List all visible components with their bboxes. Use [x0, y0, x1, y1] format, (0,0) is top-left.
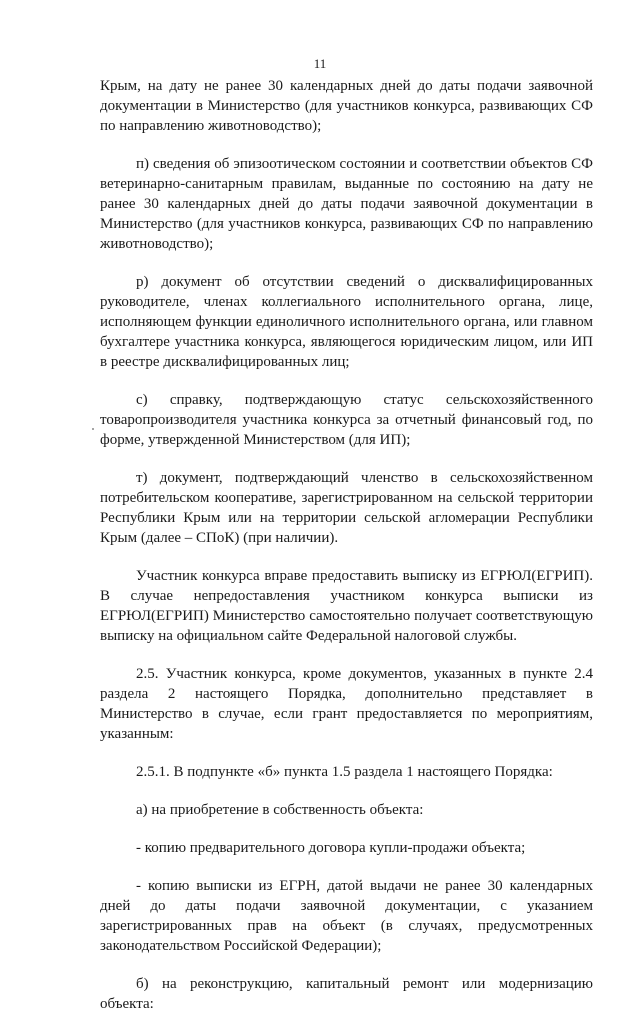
paragraph-item-b: б) на реконструкцию, капитальный ремонт или модернизацию объекта: — [100, 976, 593, 1012]
paragraph-egrul-note: Участник конкурса вправе предоставить выписку из ЕГРЮЛ(ЕГРИП). В случае непредоставления участником конкурса выписки из ЕГРЮЛ(ЕГРИП) Министерство самостоятельно получает соответствующую выписку на официальном сайте Федеральной налоговой службы. — [100, 568, 593, 644]
paragraph-item-p: п) сведения об эпизоотическом состоянии и соответствии объектов СФ ветеринарно-санитарным правилам, выданные по состоянию на дату не ранее 30 календарных дней до даты подачи заявочной документации в Министерство (для участников конкурса, развивающих СФ по направлению животноводство); — [100, 156, 593, 252]
paragraph-item-r: р) документ об отсутствии сведений о дисквалифицированных руководителе, членах коллегиального исполнительного органа, лице, исполняющем функции единоличного исполнительного органа, или главном бухгалтере участника конкурса, являющегося юридическим лицом, или ИП в реестре дисквалифицированных лиц; — [100, 274, 593, 370]
paragraph-section-2-5: 2.5. Участник конкурса, кроме документов, указанных в пункте 2.4 раздела 2 настоящего Порядка, дополнительно представляет в Министерство в случае, если грант предоставляется по мероприятиям, указанным: — [100, 666, 593, 742]
paragraph-dash-egrn: - копию выписки из ЕГРН, датой выдачи не ранее 30 календарных дней до даты подачи заявочной документации, с указанием зарегистрированных прав на объект (в случаях, предусмотренных законодательством Российской Федерации); — [100, 878, 593, 954]
paragraph-dash-contract: - копию предварительного договора купли-продажи объекта; — [136, 840, 526, 856]
scan-speck — [92, 428, 94, 430]
page-number: 11 — [313, 56, 327, 71]
paragraph-continuation: Крым, на дату не ранее 30 календарных дней до даты подачи заявочной документации в Министерство (для участников конкурса, развивающих СФ по направлению животноводство); — [100, 78, 593, 134]
paragraph-item-t: т) документ, подтверждающий членство в сельскохозяйственном потребительском кооперативе, зарегистрированном на сельской территории Республики Крым или на территории сельской агломерации Республики Крым (далее – СПоК) (при наличии). — [100, 470, 593, 546]
paragraph-item-s: с) справку, подтверждающую статус сельскохозяйственного товаропроизводителя участника конкурса за отчетный финансовый год, по форме, утвержденной Министерством (для ИП); — [100, 392, 593, 448]
paragraph-item-a: а) на приобретение в собственность объекта: — [136, 802, 424, 818]
document-body — [100, 76, 593, 1032]
paragraph-section-2-5-1: 2.5.1. В подпункте «б» пункта 1.5 раздела 1 настоящего Порядка: — [136, 764, 553, 780]
